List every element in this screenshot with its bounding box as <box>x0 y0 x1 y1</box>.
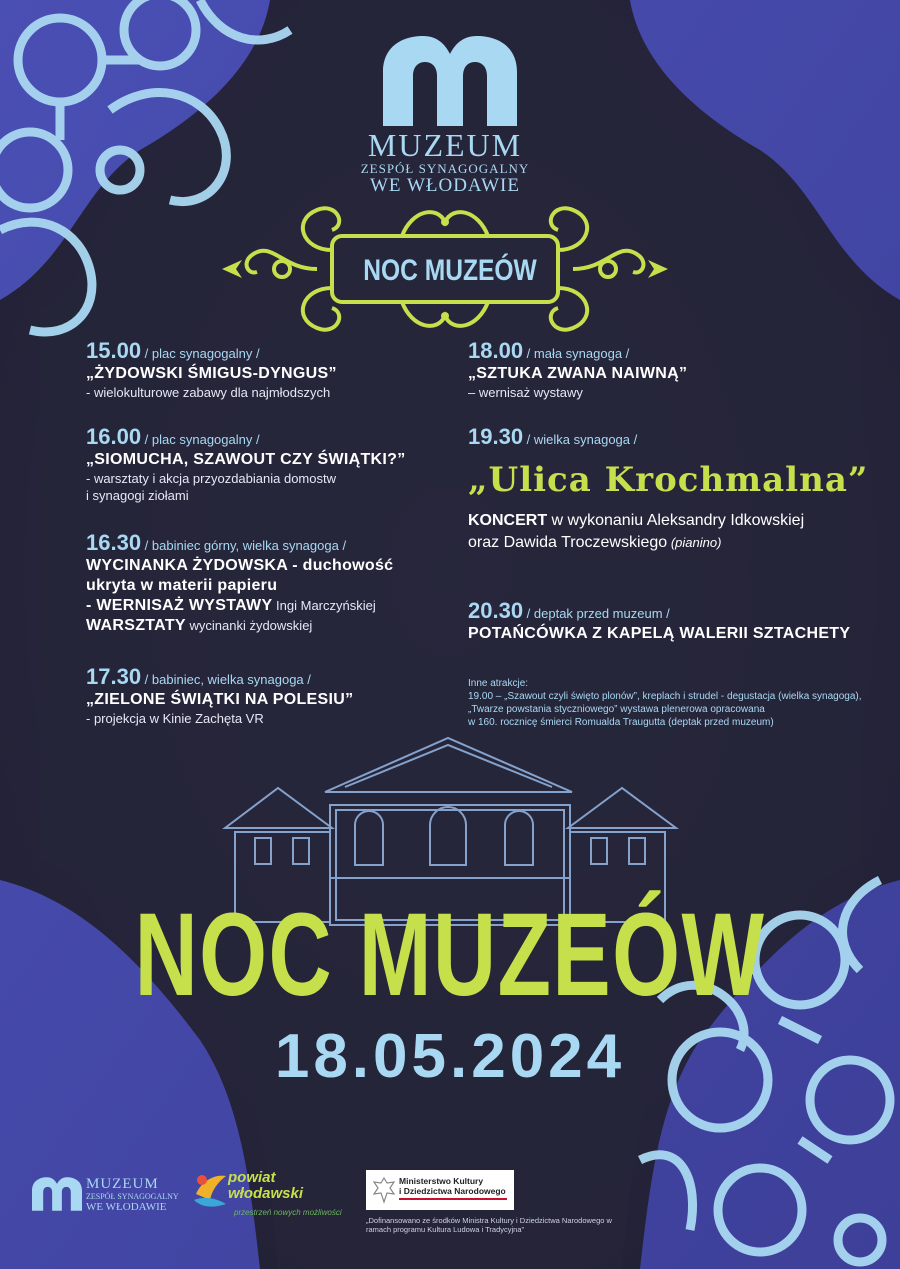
event-time: 18.00 <box>468 338 524 363</box>
ministry-line-1: Ministerstwo Kultury <box>399 1176 484 1186</box>
event-place: / plac synagogalny / <box>141 432 260 447</box>
footer-museum-logo-icon <box>32 1176 82 1212</box>
event-place: / mała synagoga / <box>523 346 630 361</box>
extras-line-2: „Twarze powstania styczniowego” wystawa plenerowa opracowana <box>468 704 765 715</box>
funding-note: „Dofinansowano ze środków Ministra Kultury i Dziedzictwa Narodowego w ramach programu Kultura Ludowa i Tradycyjna” <box>366 1216 612 1234</box>
museum-subtitle: ZESPÓŁ SYNAGOGALNY <box>360 161 530 176</box>
footer-museum-city: WE WŁODAWIE <box>86 1201 167 1213</box>
event-18-00 <box>468 338 868 401</box>
event-time: 16.30 <box>86 530 142 555</box>
powiat-slogan: przestrzeń nowych możliwości <box>234 1208 342 1217</box>
powiat-name-1: powiat <box>228 1169 276 1186</box>
event-desc: – wernisaż wystawy <box>468 385 583 400</box>
event-title: „SIOMUCHA, SZAWOUT CZY ŚWIĄTKI?” <box>86 451 406 468</box>
event-line-2: ukryta w materii papieru <box>86 577 278 594</box>
event-fancy-title: „Ulica Krochmalna” <box>468 460 869 500</box>
event-17-30 <box>86 664 456 727</box>
event-time: 15.00 <box>86 338 142 363</box>
event-15-00 <box>86 338 456 401</box>
event-desc: - wielokulturowe zabawy dla najmłodszych <box>86 385 331 400</box>
badge-title: NOC MUZEÓW <box>363 254 537 287</box>
event-line-3-bold: - WERNISAŻ WYSTAWY <box>86 597 273 614</box>
extras-line-1: 19.00 – „Szawout czyli święto plonów”, kreplach i strudel - degustacja (wielka synagoga), <box>468 691 862 702</box>
event-line-1-bold: KONCERT <box>468 512 548 529</box>
event-line-1-rest: w wykonaniu Aleksandry Idkowskiej <box>547 512 805 529</box>
event-title: „SZTUKA ZWANA NAIWNĄ” <box>468 365 688 382</box>
event-date: 18.05.2024 <box>274 1022 626 1091</box>
footer-museum-name: MUZEUM <box>86 1176 159 1192</box>
footer-museum-sub: ZESPÓŁ SYNAGOGALNY <box>86 1192 179 1201</box>
ministry-red-line <box>399 1198 507 1200</box>
museum-logo-text <box>300 128 590 196</box>
museum-name: MUZEUM <box>367 127 523 163</box>
event-20-30 <box>468 598 878 644</box>
event-desc: - warsztaty i akcja przyozdabiania domostw <box>86 471 336 486</box>
event-time: 16.00 <box>86 424 142 449</box>
event-time: 19.30 <box>468 424 524 449</box>
event-title: „ŻYDOWSKI ŚMIGUS-DYNGUS” <box>86 365 337 382</box>
event-desc: - projekcja w Kinie Zachęta VR <box>86 711 264 726</box>
powiat-name-2: włodawski <box>228 1185 304 1202</box>
ministry-line-2: i Dziedzictwa Narodowego <box>399 1186 506 1196</box>
event-place: / babiniec górny, wielka synagoga / <box>141 538 347 553</box>
ministry-name <box>399 1176 507 1200</box>
event-16-00 <box>86 424 456 504</box>
event-line-3-rest: Ingi Marczyńskiej <box>272 598 376 613</box>
event-place: / wielka synagoga / <box>523 432 638 447</box>
event-line-1: WYCINANKA ŻYDOWSKA - duchowość <box>86 557 394 574</box>
event-time: 17.30 <box>86 664 142 689</box>
extras-line-3: w 160. rocznicę śmierci Romualda Traugutta (deptak przed muzeum) <box>468 717 774 728</box>
main-title: NOC MUZEÓW <box>134 889 766 1021</box>
event-place: / plac synagogalny / <box>141 346 260 361</box>
other-attractions <box>468 677 888 729</box>
extras-heading: Inne atrakcje: <box>468 678 529 689</box>
event-line-4-bold: WARSZTATY <box>86 617 186 634</box>
footer-museum-text <box>86 1176 179 1213</box>
event-line-4-rest: wycinanki żydowskiej <box>185 618 313 633</box>
event-title: „ZIELONE ŚWIĄTKI NA POLESIU” <box>86 691 354 708</box>
event-place: / babiniec, wielka synagoga / <box>141 672 311 687</box>
event-desc-2: i synagogi ziołami <box>86 488 189 503</box>
eagle-emblem-icon <box>372 1176 396 1204</box>
event-16-30 <box>86 530 466 636</box>
event-place: / deptak przed muzeum / <box>523 606 670 621</box>
powiat-logo-icon <box>192 1170 228 1210</box>
event-time: 20.30 <box>468 598 524 623</box>
event-line-2: oraz Dawida Troczewskiego <box>468 534 668 551</box>
event-line-2-small: (pianino) <box>667 535 722 550</box>
event-19-30 <box>468 424 878 554</box>
event-title: POTAŃCÓWKA Z KAPELĄ WALERII SZTACHETY <box>468 625 851 642</box>
museum-city: WE WŁODAWIE <box>370 175 520 196</box>
powiat-name <box>228 1170 303 1202</box>
museum-logo-icon <box>383 36 517 126</box>
